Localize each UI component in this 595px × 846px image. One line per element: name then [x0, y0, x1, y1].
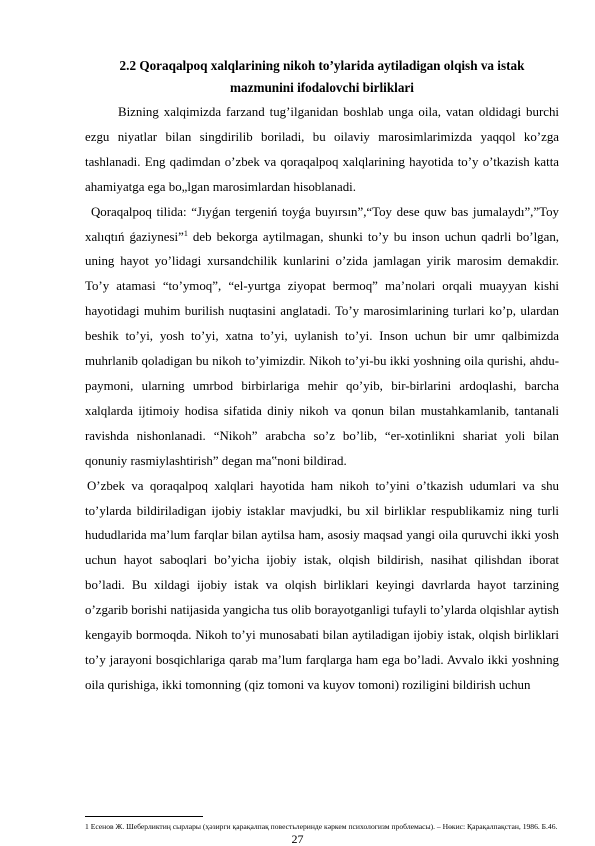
body-text	[85, 100, 559, 698]
paragraph-2-text-start: Qoraqalpoq tilida: “Jıyǵan tergeniń toyǵa buyırsın”,“Toy dese quw bas jumalaydı”,”Toy xalıqtıń ǵaziynesi”	[85, 204, 559, 244]
footnote-reference[interactable]: 1	[183, 228, 188, 238]
paragraph-2	[85, 200, 559, 474]
section-heading-line-2: mazmunini ifodalovchi birliklari	[230, 80, 414, 95]
footnote: 1 Есенов Ж. Шеберликтиң сырлары (ҳәзирги қарақалпақ повестьлеринде кәркем психологизм проблемасы). – Нөкис: Қарақалпақстан, 1986. Б.46.	[85, 822, 558, 831]
paragraph-1: Bizning xalqimizda farzand tug’ilganidan boshlab unga oila, vatan oldidagi burchi ezgu niyatlar bilan singdirilib boriladi, bu oilaviy marosimlarimizda yaqqol ko’zga tashlanadi. Eng qadimdan o’zbek va qoraqalpoq xalqlarining hayotida to’y o’tkazish katta ahamiyatga ega bo„lgan marosimlardan hisoblanadi.	[85, 105, 559, 194]
paragraph-3: O’zbek va qoraqalpoq xalqlari hayotida ham nikoh to’yini o’tkazish udumlari va shu to’ylarda bildiriladigan ijobiy istaklar mavjudki, bu xil birliklar respublikamiz ning turli hududlarida ma’lum farqlar bilan aytilsa ham, asosiy maqsad yangi oila quruvchi ikki yosh uchun hayot saboqlari bo’yicha ijobiy istak, olqish bildirish, nasihat qilishdan iborat bo’ladi. Bu xildagi ijobiy istak va olqish birliklari keyingi davrlarda hayot tarzining o’zgarib borishi natijasida yangicha tus olib borayotganligi tufayli to’ylarda olqishlar aytish kengayib bormoqda. Nikoh to’yi munosabati bilan aytiladigan ijobiy istak, olqish birliklari to’y jarayoni bosqichlariga qarab ma’lum farqlarga ham ega bo’ladi. Avvalo ikki yoshning oila qurishiga, ikki tomonning (qiz tomoni va kuyov tomoni) roziligini bildirish uchun	[85, 478, 559, 692]
section-heading-line-1: 2.2 Qoraqalpoq xalqlarining nikoh to’ylarida aytiladigan olqish va istak	[119, 58, 525, 73]
footnote-divider	[85, 816, 203, 817]
paragraph-2-text-end: deb bekorga aytilmagan, shunki to’y bu inson uchun qadrli bo’lgan, uning hayot yo’lidagi xursandchilik kunlarini o’zida jamlagan yirik marosim demakdir. To’y atamasi “to’ymoq”, “el-yurtga ziyopat bermoq” ma’nolari orqali muayyan kishi hayotidagi muhim burilish nuqtasini anglatadi. To’y marosimlarining turlari ko’p, ulardan beshik to’yi, yosh to’yi, xatna to’yi, uylanish to’yi. Inson uchun bir umr qalbimizda muhrlanib qoladigan bu nikoh to’yimizdir. Nikoh to’yi-bu ikki yoshning oila qurishi, ahdu-paymoni, ularning umrbod birbirlariga mehir qo’yib, bir-birlarini ardoqlashi, barcha xalqlarda ijtimoiy hodisa sifatida diniy nikoh va qonun bilan mustahkamlanib, tantanali ravishda nishonlanadi. “Nikoh” arabcha so’z bo’lib, “er-xotinlikni shariat yoli bilan qonuniy rasmiylashtirish” degan ma‟noni bildirad.	[85, 229, 559, 468]
section-heading	[85, 55, 559, 99]
page-number: 27	[291, 832, 304, 846]
